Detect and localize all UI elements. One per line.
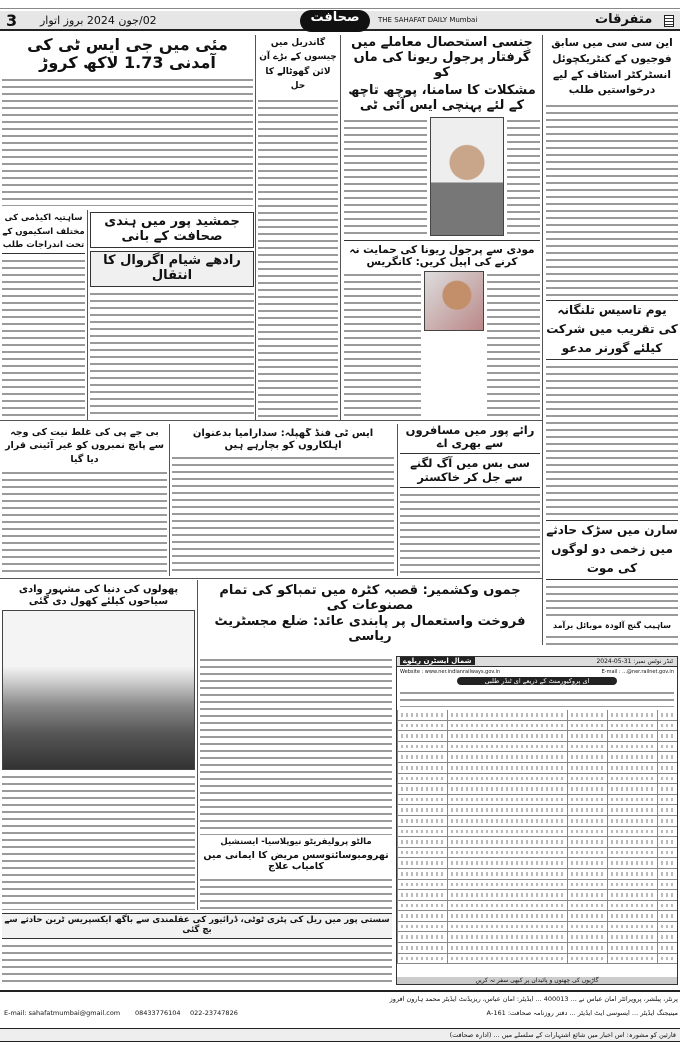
thrombo-body [200, 876, 392, 910]
tender-table-cell [397, 943, 447, 953]
tender-table-cell [567, 922, 607, 932]
tender-table-cell [447, 837, 567, 847]
tender-table-cell [607, 922, 657, 932]
reader-advice: قارئین کو مشورہ: اس اخبار میں شائع اشتہارات کے سلسلے میں ... (ادارہ صحافت) [0, 1028, 680, 1042]
tender-table-cell [447, 742, 567, 752]
samastipur-headline: سستی پور میں ریل کی پٹری ٹوٹی، ڈرائیور کی عقلمندی سے باگھ ایکسپریس ٹرین حادثے سے بچ گئی [2, 913, 392, 939]
tender-table-cell [657, 816, 677, 826]
tender-table-cell [607, 858, 657, 868]
jamshedpur-body [90, 290, 254, 418]
tender-table-cell [447, 858, 567, 868]
tender-table-cell [607, 901, 657, 911]
congress-body-3 [487, 271, 540, 418]
column-rule [397, 424, 398, 576]
column-rule [197, 580, 198, 910]
tender-table-cell [447, 932, 567, 942]
flowers-story [2, 584, 195, 910]
tender-table-row [397, 795, 677, 806]
tender-title: ای پروکیورمنٹ کے ذریعے ای ٹنڈر طلبی [457, 677, 617, 685]
sahibganj-body [546, 633, 678, 645]
tender-table-cell [607, 784, 657, 794]
tender-table-cell [567, 731, 607, 741]
tender-table-cell [657, 880, 677, 890]
bjp-headline: بی جے پی کی غلط نیت کی وجہ سے پانچ نمبروں کو غیر آئینی قرار دیا گیا [5, 427, 164, 465]
revanna-body-2 [507, 117, 540, 236]
revanna-story [344, 36, 540, 236]
tender-table-cell [397, 932, 447, 942]
tender-table-row [397, 742, 677, 753]
tender-table-row [397, 880, 677, 891]
jamshedpur-headline-2: رادھے شیام اگروال کا انتقال [90, 251, 254, 287]
tender-intro [400, 689, 674, 707]
tender-table-row [397, 954, 677, 965]
tender-table-cell [567, 911, 607, 921]
bjp-story [2, 426, 167, 576]
tender-table-cell [447, 731, 567, 741]
tender-table-cell [607, 774, 657, 784]
tender-table-cell [567, 763, 607, 773]
ncc-body [546, 102, 678, 298]
sahitya-headline: ساہتیہ اکیڈمی کی مختلف اسکیموں کے تحت اندراجات طلب [2, 212, 85, 254]
column-rule [255, 35, 256, 420]
tender-table-cell [657, 901, 677, 911]
tender-table-cell [567, 954, 607, 964]
sahibganj-headline: ساہیب گنج آلودہ موبائل برآمد [552, 620, 672, 630]
tender-table-cell [447, 943, 567, 953]
tender-table-row [397, 752, 677, 763]
tender-table-cell [567, 816, 607, 826]
tender-table-cell [657, 922, 677, 932]
footer-rule [0, 990, 680, 992]
tender-table-row [397, 731, 677, 742]
tender-table-cell [657, 932, 677, 942]
tender-table-cell [657, 890, 677, 900]
tender-table-cell [607, 742, 657, 752]
tender-table-cell [447, 901, 567, 911]
tender-table-row [397, 784, 677, 795]
tender-table-cell [657, 848, 677, 858]
tender-table-cell [657, 784, 677, 794]
tender-table-cell [397, 827, 447, 837]
tender-table-cell [607, 827, 657, 837]
gandherbal-body [258, 97, 338, 418]
tender-table-cell [657, 827, 677, 837]
revanna-photo [430, 117, 504, 236]
tender-table-row [397, 805, 677, 816]
tender-table-row [397, 858, 677, 869]
tender-table-cell [657, 763, 677, 773]
tender-table-row [397, 774, 677, 785]
tender-table-cell [607, 795, 657, 805]
tender-table-cell [567, 774, 607, 784]
issue-date: 02/جون 2024 بروز اتوار [40, 14, 157, 27]
st-fund-headline: ایس ٹی فنڈ گھپلہ: سدارامیا بدعنوان اہلکاروں کو بچارہے ہیں [192, 428, 374, 451]
tender-table-cell [657, 837, 677, 847]
tender-website: Website : www.ner.indianrailways.gov.in [400, 669, 501, 675]
tender-table-cell [607, 837, 657, 847]
raipur-story [400, 424, 540, 576]
telangana-body [546, 363, 678, 517]
tender-table-cell [607, 763, 657, 773]
right-column-top [546, 36, 678, 298]
right-column-mid [546, 300, 678, 517]
tender-table-cell [567, 848, 607, 858]
tender-table-cell [447, 880, 567, 890]
jamshedpur-story [90, 212, 254, 418]
tender-table-cell [447, 848, 567, 858]
tender-table-cell [397, 752, 447, 762]
tender-table-cell [657, 742, 677, 752]
footer-phone-2: 022-23747826 [190, 1009, 238, 1017]
raipur-headline-1: رائے پور میں مسافروں سے بھری اے [400, 424, 540, 454]
tender-table-row [397, 710, 677, 721]
jamshedpur-headline-1: جمشید پور میں ہندی صحافت کے بانی [90, 212, 254, 248]
tender-table-cell [397, 922, 447, 932]
tender-ad [396, 656, 678, 985]
section-title: متفرقات [595, 12, 653, 27]
congress-story [344, 240, 540, 418]
tender-table-cell [397, 816, 447, 826]
gst-body [2, 76, 253, 206]
gst-story [2, 36, 253, 206]
tender-ad-header [397, 657, 677, 667]
revanna-headline-1: جنسی استحصال معاملے میں گرفتار پرجول ریونا کی ماں کو [351, 36, 533, 80]
tender-table-cell [447, 816, 567, 826]
tender-table-cell [607, 911, 657, 921]
congress-headline: مودی سے پرجول ریونا کی حمایت نہ کرنے کی اپیل کریں: کانگریس [344, 240, 540, 268]
tender-table-cell [607, 816, 657, 826]
tender-table-cell [567, 869, 607, 879]
tender-table-cell [657, 869, 677, 879]
raipur-headline-2: سی بس میں آگ لگنے سے جل کر خاکستر [400, 457, 540, 487]
tender-table-cell [567, 890, 607, 900]
tender-table-cell [397, 880, 447, 890]
tender-table-cell [447, 784, 567, 794]
tender-table-row [397, 911, 677, 922]
tender-table-cell [447, 774, 567, 784]
sahitya-body [2, 257, 85, 418]
tender-email: E-mail : ...@ner.railnet.gov.in [601, 669, 674, 675]
tender-notice: ٹنڈر نوٹس نمبر: 31-05-2024 [596, 658, 673, 665]
column-rule [340, 35, 341, 420]
tender-table-cell [397, 858, 447, 868]
tender-table-row [397, 932, 677, 943]
tender-table-cell [397, 731, 447, 741]
tender-table-cell [567, 805, 607, 815]
tender-table-cell [567, 880, 607, 890]
congress-content [344, 271, 540, 418]
tender-table-cell [607, 805, 657, 815]
bjp-body [2, 469, 167, 576]
tender-table-cell [607, 880, 657, 890]
tender-table-row [397, 922, 677, 933]
tender-table-cell [567, 795, 607, 805]
tender-table-cell [397, 784, 447, 794]
tender-table-cell [567, 943, 607, 953]
tender-table-cell [447, 827, 567, 837]
tender-table-cell [567, 858, 607, 868]
tender-table-cell [397, 795, 447, 805]
column-rule [169, 424, 170, 576]
section-rule [0, 578, 542, 579]
tender-table-cell [397, 774, 447, 784]
samastipur-body [2, 942, 392, 986]
imprint-line-1: پرنٹر، پبلشر، پروپرائٹر امان عباس نے ... 400013 ... ایڈیٹر: امان عباس، ریزیڈنٹ ایڈیٹر محمد ہارون افروز [389, 995, 678, 1003]
tender-table-row [397, 816, 677, 827]
tender-table-cell [657, 858, 677, 868]
tender-table-cell [657, 911, 677, 921]
tender-table-cell [607, 752, 657, 762]
logo: صحافت [300, 10, 370, 32]
tender-table-cell [397, 721, 447, 731]
tender-table-cell [397, 710, 447, 720]
footer-phone-1: 08433776104 [135, 1009, 181, 1017]
tender-table-cell [567, 901, 607, 911]
tender-table-cell [567, 837, 607, 847]
tender-table-cell [657, 752, 677, 762]
thrombo-headline-2: تھرومبوسائتوسس مریض کا ایمانی میں کامیاب علاج [203, 850, 389, 873]
newspaper-icon [664, 15, 674, 27]
tender-table-row [397, 837, 677, 848]
tender-table-cell [657, 805, 677, 815]
tender-table-cell [657, 774, 677, 784]
tender-table-cell [397, 901, 447, 911]
paper-name: THE SAHAFAT DAILY Mumbai [378, 16, 478, 24]
tender-table-cell [657, 943, 677, 953]
saran-body [546, 583, 678, 618]
katra-body [200, 656, 392, 835]
column-rule [542, 35, 543, 645]
samastipur-story [2, 913, 392, 986]
katra-headline-2: فروخت واستعمال پر پابندی عائد: ضلع مجسٹریٹ ریاسی [214, 613, 526, 644]
tender-table-cell [447, 795, 567, 805]
tender-table-cell [447, 763, 567, 773]
tender-table-cell [397, 890, 447, 900]
revanna-body [344, 117, 427, 236]
telangana-headline: یوم تاسیس تلنگانہ کی تقریب میں شرکت کیلئے گورنر مدعو [546, 300, 678, 360]
tender-table-cell [397, 805, 447, 815]
tender-table-row [397, 827, 677, 838]
tender-table-cell [567, 710, 607, 720]
tender-table-cell [447, 752, 567, 762]
tender-table-cell [567, 721, 607, 731]
tender-table-cell [607, 731, 657, 741]
tender-table-row [397, 890, 677, 901]
tender-table-cell [657, 731, 677, 741]
tender-table-cell [607, 890, 657, 900]
tender-table-cell [447, 890, 567, 900]
saran-headline: سارن میں سڑک حادثے میں زخمی دو لوگوں کی موت [546, 520, 678, 580]
tender-table-cell [447, 922, 567, 932]
tender-table-cell [397, 742, 447, 752]
tender-table-cell [657, 721, 677, 731]
flowers-headline: پھولوں کی دنیا کی مشہور وادی سیاحوں کیلئے کھول دی گئی [18, 584, 179, 607]
tender-table-cell [607, 954, 657, 964]
tender-table-row [397, 901, 677, 912]
top-rule [0, 8, 680, 9]
tender-table-cell [447, 911, 567, 921]
tender-table-cell [397, 763, 447, 773]
katra-thrombo-column [200, 656, 392, 910]
tender-table-row [397, 763, 677, 774]
tender-table-row [397, 869, 677, 880]
tender-table-row [397, 943, 677, 954]
flowers-body [2, 773, 195, 910]
imprint-line-2: مینیجنگ ایڈیٹر ... ایسوسی ایٹ ایڈیٹر ... دفتر روزنامہ صحافت: 161-A [486, 1009, 678, 1017]
tender-table-cell [567, 752, 607, 762]
tender-table-cell [657, 795, 677, 805]
tender-table-cell [447, 710, 567, 720]
raipur-body [400, 491, 540, 576]
section-rule [0, 420, 542, 421]
ncc-headline: این سی سی میں سابق فوجیوں کے کنٹریکچوئل انسٹرکٹر اسٹاف کے لیے درخواستیں طلب [551, 37, 673, 97]
tender-table-cell [447, 721, 567, 731]
tender-table-cell [397, 911, 447, 921]
tender-table-row [397, 848, 677, 859]
tender-table-cell [657, 954, 677, 964]
page-number: 3 [6, 11, 18, 30]
tender-table-cell [607, 869, 657, 879]
tender-table-cell [657, 710, 677, 720]
tender-table [397, 710, 677, 964]
tender-table-cell [567, 932, 607, 942]
tender-table-cell [607, 848, 657, 858]
tender-table-cell [607, 943, 657, 953]
thrombo-headline-1: مالٹو پرولیفریٹو نیوپلاسیا- ایسنشیل [220, 837, 372, 848]
congress-body-2 [344, 271, 421, 418]
tender-footer: گاڑیوں کی چھتوں و پائیدان پر کبھی سفر نہ کریں [397, 977, 677, 984]
tender-table-cell [567, 784, 607, 794]
tender-table-cell [567, 742, 607, 752]
gst-headline: مئی میں جی ایس ٹی کی آمدنی 1.73 لاکھ کروڑ [27, 36, 228, 73]
tender-table-cell [607, 721, 657, 731]
st-fund-body [172, 454, 394, 576]
footer-email: E-mail: sahafatmumbai@gmail.com [4, 1009, 121, 1017]
congress-photo [424, 271, 484, 331]
tender-table-cell [397, 869, 447, 879]
tender-table-cell [397, 837, 447, 847]
st-fund-story [172, 428, 394, 576]
column-rule [87, 210, 88, 420]
tender-table-cell [447, 805, 567, 815]
tender-table-cell [607, 932, 657, 942]
gandherbal-story [258, 36, 338, 418]
tender-table-cell [447, 954, 567, 964]
katra-headline-1: جموں وکشمیر: قصبہ کٹرہ میں تمباکو کی تمام مصنوعات کی [219, 584, 521, 613]
masthead-bar [0, 11, 680, 31]
gandherbal-headline: گاندربل میں چیسوں کے بڑے آن لائن گھوٹالے کا حل [259, 38, 337, 92]
sahitya-story [2, 212, 85, 418]
tender-table-cell [397, 954, 447, 964]
tender-table-cell [447, 869, 567, 879]
right-column-bottom [546, 520, 678, 645]
revanna-headline-2: مشکلات کا سامنا، پوچھ تاچھ کے لئے پہنچی ایس آئی ٹی [348, 82, 536, 113]
revanna-content [344, 117, 540, 236]
tender-table-cell [607, 710, 657, 720]
katra-headlines [200, 584, 540, 652]
tender-table-cell [567, 827, 607, 837]
tender-table-cell [397, 848, 447, 858]
tender-table-row [397, 721, 677, 732]
tender-org: شمال ایسٹرن ریلوے [400, 657, 475, 665]
valley-photo [2, 610, 195, 770]
